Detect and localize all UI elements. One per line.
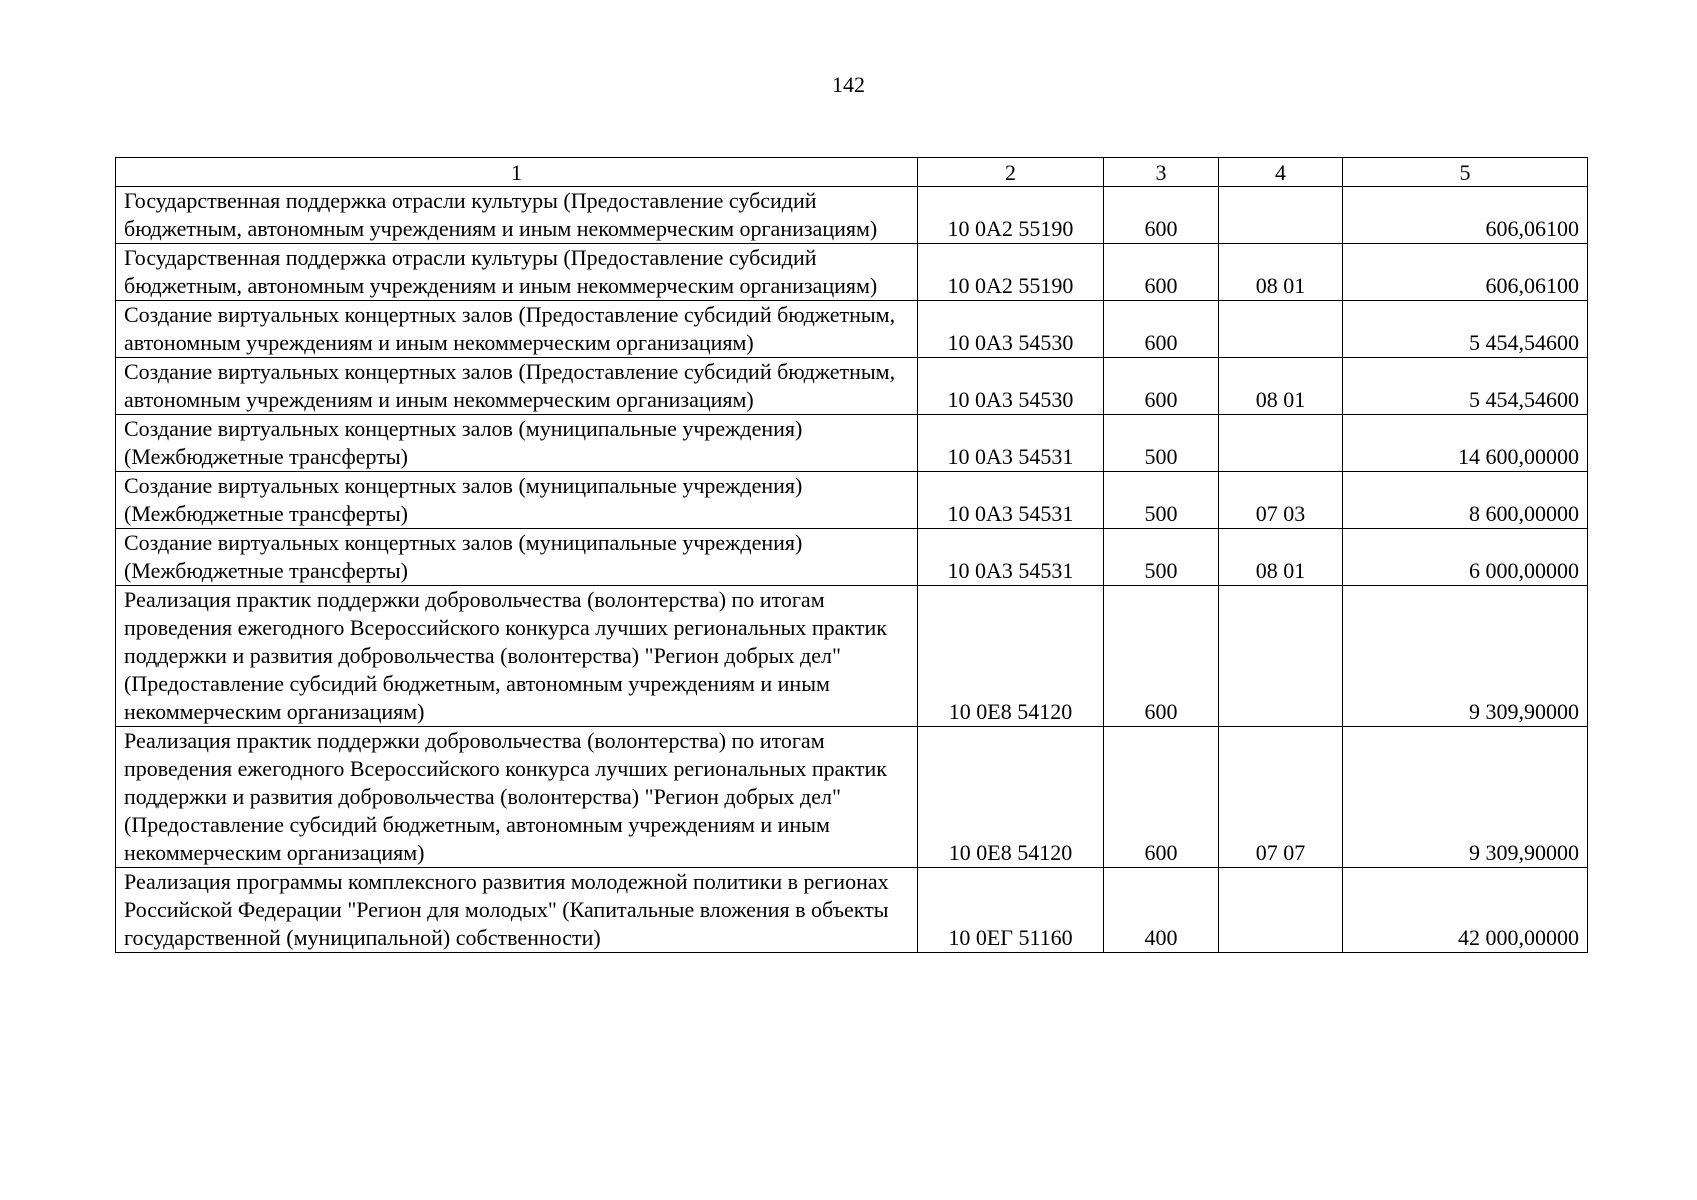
row-description: Государственная поддержка отрасли культуры (Предоставление субсидий бюджетным, автономным учреждениям и иным некоммерческим организациям)	[116, 244, 918, 301]
header-row	[116, 158, 1588, 187]
column-header-5: 5	[1343, 158, 1588, 187]
row-description: Создание виртуальных концертных залов (муниципальные учреждения) (Межбюджетные трансферты)	[116, 472, 918, 529]
budget-table	[115, 157, 1588, 953]
table-row	[116, 472, 1588, 529]
target-article-code: 10 0А3 54531	[918, 529, 1104, 586]
target-article-code: 10 0А3 54531	[918, 415, 1104, 472]
row-description: Создание виртуальных концертных залов (муниципальные учреждения) (Межбюджетные трансферты)	[116, 415, 918, 472]
target-article-code: 10 0А2 55190	[918, 187, 1104, 244]
amount-value: 606,06100	[1343, 187, 1588, 244]
column-header-4: 4	[1219, 158, 1343, 187]
expense-type-code: 500	[1104, 415, 1219, 472]
row-description: Реализация программы комплексного развития молодежной политики в регионах Российской Федерации "Регион для молодых" (Капитальные вложения в объекты государственной (муниципальной) собственности)	[116, 868, 918, 953]
amount-value: 14 600,00000	[1343, 415, 1588, 472]
expense-type-code: 600	[1104, 586, 1219, 727]
amount-value: 9 309,90000	[1343, 727, 1588, 868]
table-row	[116, 187, 1588, 244]
row-description: Создание виртуальных концертных залов (Предоставление субсидий бюджетным, автономным учреждениям и иным некоммерческим организациям)	[116, 301, 918, 358]
table-row	[116, 727, 1588, 868]
amount-value: 606,06100	[1343, 244, 1588, 301]
expense-type-code: 500	[1104, 472, 1219, 529]
expense-type-code: 600	[1104, 358, 1219, 415]
row-description: Создание виртуальных концертных залов (муниципальные учреждения) (Межбюджетные трансферты)	[116, 529, 918, 586]
table-row	[116, 529, 1588, 586]
target-article-code: 10 0ЕГ 51160	[918, 868, 1104, 953]
target-article-code: 10 0Е8 54120	[918, 727, 1104, 868]
expense-type-code: 500	[1104, 529, 1219, 586]
target-article-code: 10 0Е8 54120	[918, 586, 1104, 727]
column-header-3: 3	[1104, 158, 1219, 187]
target-article-code: 10 0А3 54530	[918, 301, 1104, 358]
section-subsection-code: 08 01	[1219, 529, 1343, 586]
expense-type-code: 400	[1104, 868, 1219, 953]
page-number: 142	[832, 72, 865, 97]
target-article-code: 10 0А3 54530	[918, 358, 1104, 415]
table-row	[116, 301, 1588, 358]
section-subsection-code: 08 01	[1219, 244, 1343, 301]
amount-value: 42 000,00000	[1343, 868, 1588, 953]
expense-type-code: 600	[1104, 244, 1219, 301]
section-subsection-code: 07 03	[1219, 472, 1343, 529]
row-description: Реализация практик поддержки добровольчества (волонтерства) по итогам проведения ежегодного Всероссийского конкурса лучших региональных практик поддержки и развития добровольчества (волонтерства) "Регион добрых дел" (Предоставление субсидий бюджетным, автономным учреждениям и иным некоммерческим организациям)	[116, 586, 918, 727]
target-article-code: 10 0А3 54531	[918, 472, 1104, 529]
section-subsection-code	[1219, 415, 1343, 472]
section-subsection-code: 07 07	[1219, 727, 1343, 868]
table-row	[116, 358, 1588, 415]
section-subsection-code	[1219, 187, 1343, 244]
expense-type-code: 600	[1104, 187, 1219, 244]
expense-type-code: 600	[1104, 301, 1219, 358]
target-article-code: 10 0А2 55190	[918, 244, 1104, 301]
column-header-2: 2	[918, 158, 1104, 187]
column-header-1: 1	[116, 158, 918, 187]
table-row	[116, 586, 1588, 727]
table-body	[116, 187, 1588, 953]
section-subsection-code	[1219, 868, 1343, 953]
amount-value: 8 600,00000	[1343, 472, 1588, 529]
row-description: Государственная поддержка отрасли культуры (Предоставление субсидий бюджетным, автономным учреждениям и иным некоммерческим организациям)	[116, 187, 918, 244]
amount-value: 9 309,90000	[1343, 586, 1588, 727]
section-subsection-code	[1219, 301, 1343, 358]
table-row	[116, 415, 1588, 472]
amount-value: 5 454,54600	[1343, 301, 1588, 358]
row-description: Создание виртуальных концертных залов (Предоставление субсидий бюджетным, автономным учреждениям и иным некоммерческим организациям)	[116, 358, 918, 415]
row-description: Реализация практик поддержки добровольчества (волонтерства) по итогам проведения ежегодного Всероссийского конкурса лучших региональных практик поддержки и развития добровольчества (волонтерства) "Регион добрых дел" (Предоставление субсидий бюджетным, автономным учреждениям и иным некоммерческим организациям)	[116, 727, 918, 868]
table-row	[116, 244, 1588, 301]
table-row	[116, 868, 1588, 953]
expense-type-code: 600	[1104, 727, 1219, 868]
section-subsection-code	[1219, 586, 1343, 727]
amount-value: 6 000,00000	[1343, 529, 1588, 586]
section-subsection-code: 08 01	[1219, 358, 1343, 415]
amount-value: 5 454,54600	[1343, 358, 1588, 415]
